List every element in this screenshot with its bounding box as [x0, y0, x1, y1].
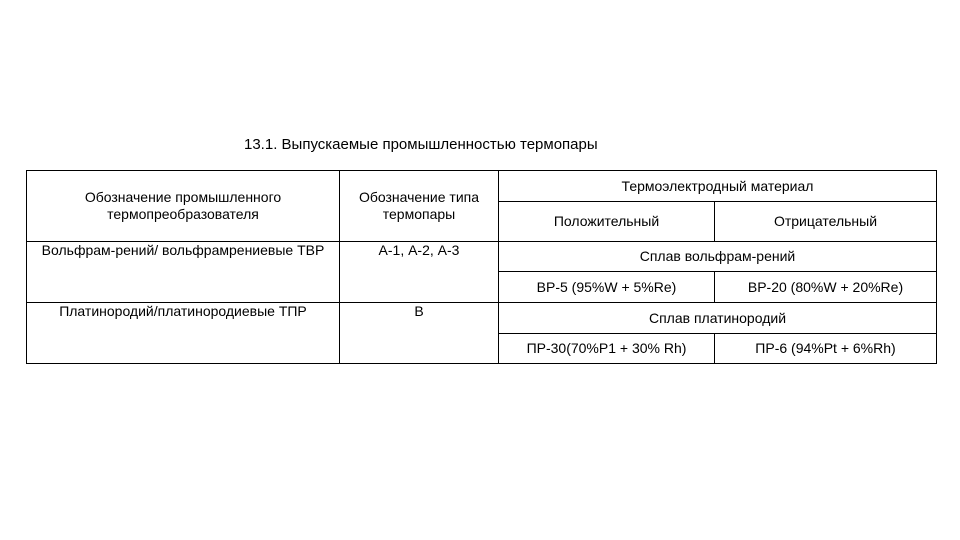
row-type: А-1, А-2, А-3	[340, 242, 499, 303]
table-header-row	[27, 171, 937, 202]
row-type: В	[340, 303, 499, 364]
header-designation-type: Обозначение типа термопары	[340, 171, 499, 242]
row-name: Вольфрам-рений/ вольфрамрениевые ТВР	[27, 242, 340, 303]
header-positive: Положительный	[499, 202, 715, 242]
row-positive: ПР-30(70%Р1 + 30% Rh)	[499, 334, 715, 364]
row-positive: ВР-5 (95%W + 5%Re)	[499, 272, 715, 303]
header-negative: Отрицательный	[715, 202, 937, 242]
row-negative: ПР-6 (94%Pt + 6%Rh)	[715, 334, 937, 364]
row-negative: ВР-20 (80%W + 20%Re)	[715, 272, 937, 303]
table-row	[27, 242, 937, 272]
page-title: 13.1. Выпускаемые промышленностью термопары	[244, 136, 598, 153]
row-alloy: Сплав платинородий	[499, 303, 937, 334]
thermocouple-table	[26, 170, 937, 364]
table-row	[27, 303, 937, 334]
row-name: Платинородий/платинородиевые ТПР	[27, 303, 340, 364]
header-material: Термоэлектродный материал	[499, 171, 937, 202]
row-alloy: Сплав вольфрам-рений	[499, 242, 937, 272]
header-designation-industrial: Обозначение промышленного термопреобразователя	[27, 171, 340, 242]
